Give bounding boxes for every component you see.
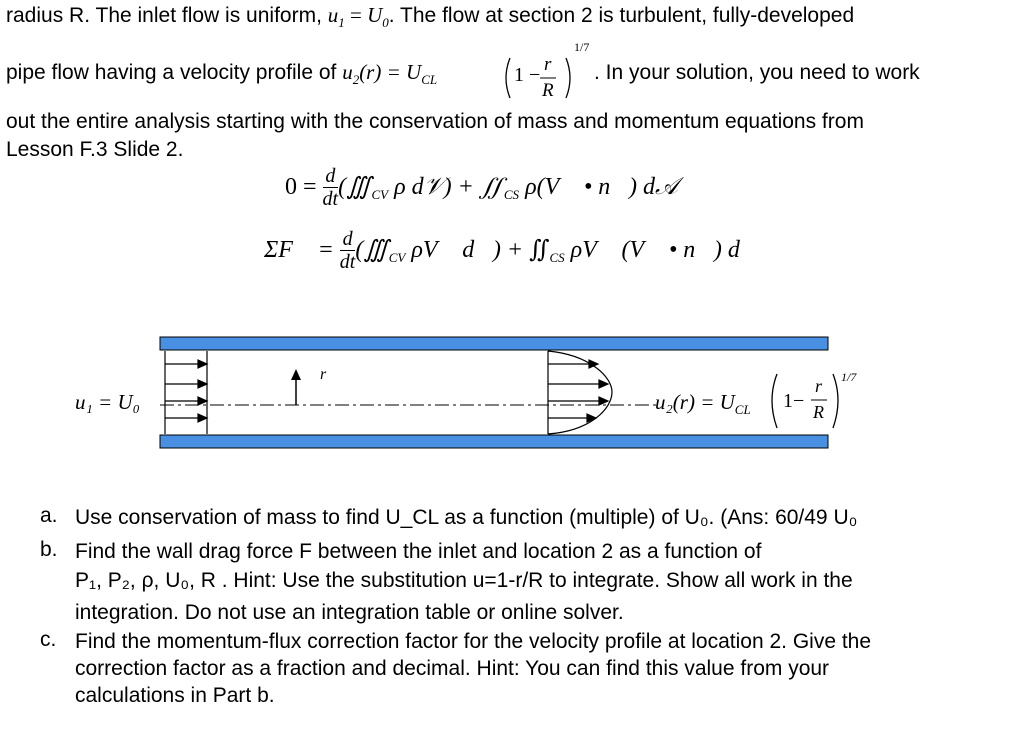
intro-line-2a: pipe flow having a velocity profile of bbox=[6, 61, 343, 84]
diagram-profile-label bbox=[655, 370, 875, 440]
inline-frac-R: R bbox=[542, 80, 554, 101]
question-c-line-2: correction factor as a fraction and decimal. Hint: You can find this value from your bbox=[75, 657, 830, 680]
question-c-line-1: Find the momentum-flux correction factor for the velocity profile at location 2. Give the bbox=[75, 630, 872, 653]
mass-lhs: 0 = bbox=[285, 174, 317, 200]
pipe-top-wall bbox=[160, 337, 828, 350]
intro-line-2b: . In your solution, you need to work bbox=[594, 61, 920, 84]
question-b-line-1: Find the wall drag force F between the inlet and location 2 as a function of bbox=[75, 540, 762, 563]
intro-line-4: Lesson F.3 Slide 2. bbox=[6, 138, 184, 161]
momentum-ddt: $\frac{d}{dt}$ bbox=[339, 228, 356, 273]
intro-line-1b: . The flow at section 2 is turbulent, fully-developed bbox=[388, 4, 855, 27]
question-b-line-2: P₁, P₂, ρ, U₀, R . Hint: Use the substitution u=1-r/R to integrate. Show all work in the bbox=[75, 569, 853, 592]
profile-one-minus: 1− bbox=[783, 390, 805, 412]
question-c-marker: c. bbox=[40, 628, 57, 651]
intro-line-1a: radius R. The inlet flow is uniform, bbox=[6, 4, 328, 27]
profile-label-cl: CL bbox=[734, 402, 751, 417]
inline-exp: 1/7 bbox=[574, 40, 590, 54]
profile-frac-r: r bbox=[815, 376, 823, 396]
velocity-profile-inline: $u_2(r) = U_{CL}$ bbox=[342, 60, 438, 87]
inline-frac-r: r bbox=[544, 54, 552, 75]
intro-line-3: out the entire analysis starting with the conservation of mass and momentum equations from bbox=[6, 110, 864, 133]
diagram-inlet-label: u₁ = U₀ bbox=[75, 390, 140, 414]
inline-one-minus: 1 − bbox=[514, 64, 541, 86]
mass-conservation-equation bbox=[285, 165, 678, 210]
question-a-marker: a. bbox=[40, 504, 58, 527]
question-c-line-3: calculations in Part b. bbox=[75, 684, 275, 707]
radius-label: r bbox=[320, 366, 327, 383]
intro-line-1 bbox=[6, 5, 854, 29]
profile-label-text: u₂(r) = U bbox=[655, 390, 735, 414]
outlet-velocity-profile bbox=[548, 351, 612, 434]
inlet-velocity-arrows bbox=[165, 351, 207, 434]
profile-exp: 1/7 bbox=[841, 370, 857, 384]
question-b-marker: b. bbox=[40, 538, 58, 561]
profile-frac-R: R bbox=[813, 402, 824, 422]
mass-ddt: $\frac{d}{dt}$ bbox=[322, 165, 339, 210]
momentum-volume-term: ($∭_{CV}$ ρV⃗ d𝒱) + $∬_{CS}$ ρV⃗ (V⃗ • n⃗) d𝒜 bbox=[355, 237, 759, 265]
momentum-conservation-equation bbox=[264, 228, 759, 273]
u1-symbol: $u_1 = U_0$ bbox=[327, 3, 389, 30]
question-a-text: Use conservation of mass to find U_CL as a function (multiple) of U₀. (Ans: 60/49 U₀ bbox=[75, 506, 858, 529]
intro-line-2 bbox=[6, 62, 437, 86]
radius-arrow bbox=[291, 369, 301, 405]
momentum-lhs: ΣF⃗ = bbox=[264, 237, 334, 263]
question-b-line-3: integration. Do not use an integration table or online solver. bbox=[75, 601, 624, 624]
mass-volume-term: ($∭_{CV}$ ρ d𝒱) + $∬_{CS}$ ρ(V⃗ • n⃗) d𝒜 bbox=[338, 174, 678, 202]
